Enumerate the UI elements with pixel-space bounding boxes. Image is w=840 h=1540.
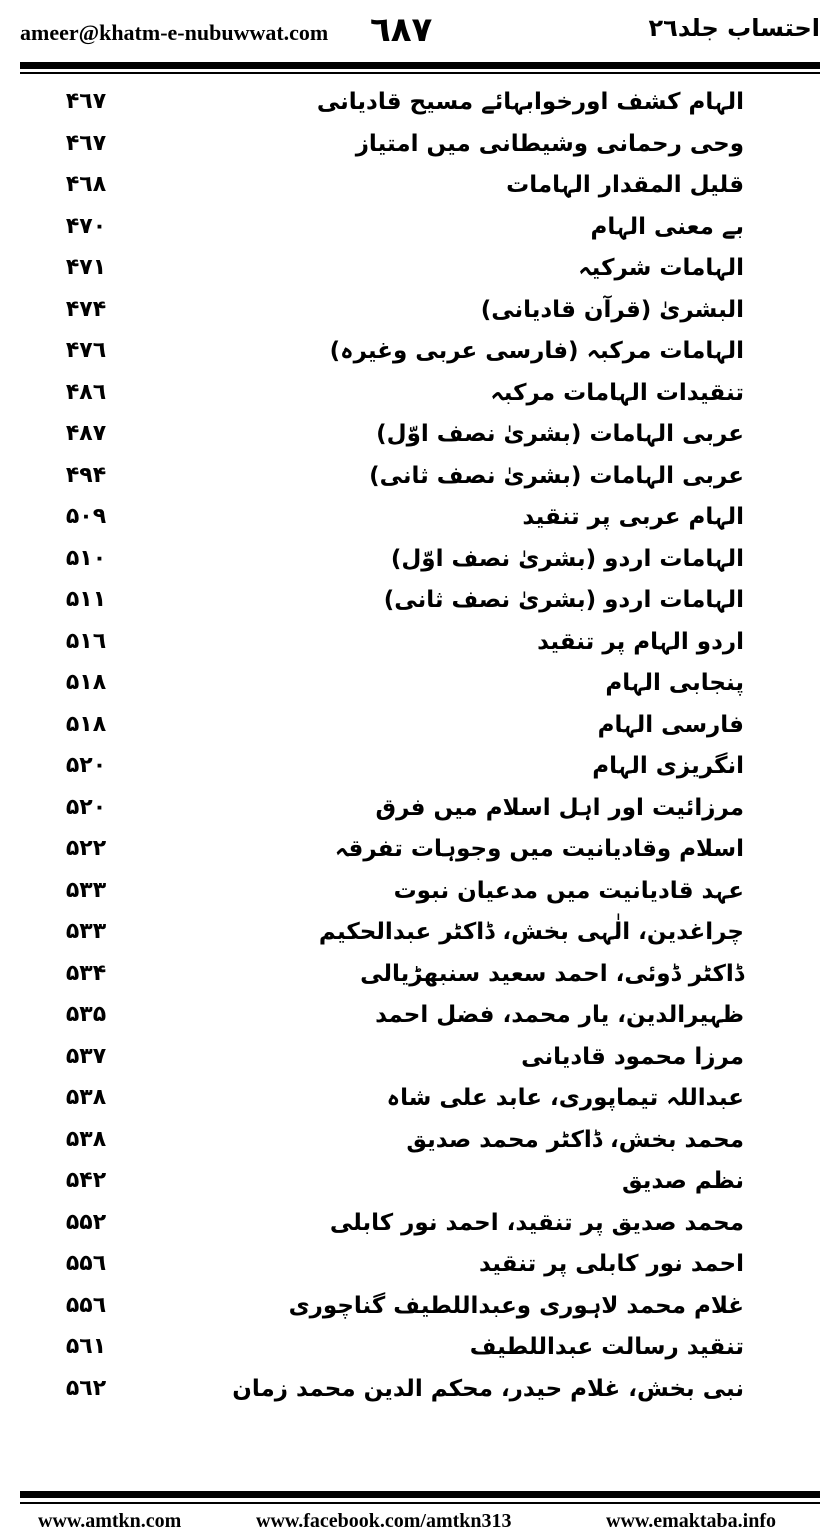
toc-entry-page: ۵٣٨ (65, 1126, 107, 1152)
toc-entry-page: ۴٦٨ (65, 172, 107, 197)
toc-entry-title: غلام محمد لاہوری وعبداللطیف گناچوری (288, 1292, 744, 1319)
header-volume-title: احتساب جلد٢٦ (648, 14, 820, 42)
toc-entry-page: ۴٧۴ (65, 296, 107, 322)
toc-entry-title: چراغدین، الٰہی بخش، ڈاکٹر عبدالحکیم (318, 919, 744, 945)
header-rule-thick (20, 62, 820, 69)
toc-entry-title: تنقیدات الہامات مرکبہ (490, 379, 744, 406)
toc-entry-page: ۴٧١ (65, 255, 107, 280)
toc-entry-page: ۵٦١ (65, 1334, 107, 1359)
footer-rule-thick (20, 1491, 820, 1498)
toc-row (0, 414, 840, 456)
toc-entry-page: ۵۴٢ (65, 1168, 107, 1193)
header-email: ameer@khatm-e-nubuwwat.com (20, 20, 329, 45)
toc-row (0, 788, 840, 830)
toc-entry-title: قلیل المقدار الہامات (506, 172, 744, 198)
toc-row (0, 207, 840, 249)
toc-entry-page: ۵۵٢ (65, 1209, 107, 1235)
toc-row (0, 1120, 840, 1162)
toc-entry-title: البشریٰ (قرآن قادیانی) (480, 296, 744, 323)
toc-row (0, 1327, 840, 1369)
toc-entry-title: الہام کشف اورخوابہائے مسیح قادیانی (316, 89, 744, 115)
toc-entry-page: ۵٠٩ (65, 504, 107, 529)
toc-row (0, 829, 840, 871)
toc-entry-page: ۴٨٧ (65, 421, 107, 446)
toc-row (0, 1078, 840, 1120)
toc-entry-title: الہامات مرکبہ (فارسی عربی وغیرہ) (329, 338, 744, 364)
toc-entry-title: مرزا محمود قادیانی (521, 1043, 744, 1070)
toc-entry-title: الہامات شرکیہ (578, 255, 744, 281)
toc-row (0, 124, 840, 166)
toc-row (0, 1244, 840, 1286)
header-rule-thin (20, 72, 820, 74)
toc-entry-page: ۵۵٦ (65, 1251, 107, 1276)
toc-row (0, 539, 840, 581)
toc-entry-title: احمد نور کابلی پر تنقید (479, 1251, 744, 1277)
toc-entry-title: عربی الہامات (بشریٰ نصف ثانی) (369, 462, 744, 489)
toc-entry-page: ۵٣۵ (65, 1002, 107, 1027)
toc-row (0, 1037, 840, 1079)
toc-entry-title: انگریزی الہام (592, 753, 744, 779)
toc-row (0, 82, 840, 124)
toc-row (0, 622, 840, 664)
toc-entry-title: پنجابی الہام (605, 670, 744, 696)
toc-entry-title: بے معنی الہام (590, 213, 744, 240)
toc-row (0, 290, 840, 332)
toc-entry-page: ۵٣٨ (65, 1085, 107, 1110)
toc-row (0, 995, 840, 1037)
toc-row (0, 1286, 840, 1328)
toc-entry-page: ۵١٨ (65, 670, 107, 695)
footer-rule-thin (20, 1502, 820, 1504)
toc-row (0, 373, 840, 415)
toc-entry-page: ۵٢٢ (65, 836, 107, 861)
toc-entry-page: ۴٦٧ (65, 89, 107, 114)
toc-entry-page: ۴٨٦ (65, 379, 107, 405)
toc-entry-page: ۵٣٣ (65, 877, 107, 903)
toc-entry-page: ۵١١ (65, 587, 107, 612)
toc-entry-title: اردو الہام پر تنقید (537, 628, 744, 655)
toc-entry-page: ۵٦٢ (65, 1375, 107, 1401)
toc-entry-title: مرزائیت اور اہل اسلام میں فرق (375, 794, 744, 821)
toc-entry-page: ۴٧٦ (65, 338, 107, 363)
toc-entry-page: ۵٢٠ (65, 794, 107, 820)
toc-entry-title: الہام عربی پر تنقید (522, 504, 744, 530)
toc-row (0, 663, 840, 705)
toc-entry-page: ۵۵٦ (65, 1292, 107, 1318)
toc-entry-page: ۵٣٣ (65, 919, 107, 944)
toc-entry-page: ۵١٦ (65, 628, 107, 654)
toc-entry-page: ۵٢٠ (65, 753, 107, 778)
toc-entry-title: نبی بخش، غلام حیدر، محکم الدین محمد زمان (232, 1375, 744, 1402)
toc-entry-title: عربی الہامات (بشریٰ نصف اوّل) (376, 421, 744, 447)
toc-entry-page: ۵٣٧ (65, 1043, 107, 1069)
toc-entry-title: ڈاکٹر ڈوئی، احمد سعید سنبھڑیالی (360, 960, 744, 987)
footer-link-amtkn[interactable]: www.amtkn.com (38, 1510, 182, 1532)
toc-row (0, 1369, 840, 1411)
toc-entry-title: الہامات اردو (بشریٰ نصف ثانی) (383, 587, 744, 613)
toc-entry-title: عہد قادیانیت میں مدعیان نبوت (393, 877, 744, 904)
toc-row (0, 331, 840, 373)
toc-row (0, 248, 840, 290)
toc-row (0, 1203, 840, 1245)
toc-entry-page: ۴٧٠ (65, 213, 107, 239)
table-of-contents (0, 82, 840, 1410)
toc-row (0, 497, 840, 539)
toc-entry-title: وحی رحمانی وشیطانی میں امتیاز (355, 130, 744, 157)
toc-entry-title: محمد صدیق پر تنقید، احمد نور کابلی (329, 1209, 744, 1236)
toc-entry-title: ظہیرالدین، یار محمد، فضل احمد (375, 1002, 744, 1028)
toc-row (0, 912, 840, 954)
footer-link-facebook[interactable]: www.facebook.com/amtkn313 (256, 1510, 512, 1532)
page-footer (0, 1510, 840, 1540)
toc-entry-title: تنقید رسالت عبداللطیف (469, 1334, 744, 1360)
toc-row (0, 746, 840, 788)
toc-row (0, 871, 840, 913)
page-header (0, 0, 840, 66)
toc-entry-title: الہامات اردو (بشریٰ نصف اوّل) (390, 545, 744, 572)
toc-entry-title: عبداللہ تیماپوری، عابد علی شاہ (386, 1085, 744, 1111)
header-page-number: ٦٨٧ (370, 10, 433, 50)
toc-entry-title: اسلام وقادیانیت میں وجوہات تفرقہ (334, 836, 744, 862)
toc-entry-page: ۵١٨ (65, 711, 107, 737)
toc-row (0, 1161, 840, 1203)
toc-entry-page: ۵٣۴ (65, 960, 107, 986)
toc-row (0, 165, 840, 207)
toc-row (0, 580, 840, 622)
toc-entry-page: ۴٦٧ (65, 130, 107, 156)
toc-entry-title: فارسی الہام (597, 711, 744, 738)
toc-row (0, 954, 840, 996)
footer-link-emaktaba[interactable]: www.emaktaba.info (606, 1510, 777, 1532)
toc-entry-page: ۵١٠ (65, 545, 107, 571)
toc-row (0, 456, 840, 498)
toc-entry-page: ۴٩۴ (65, 462, 107, 488)
toc-row (0, 705, 840, 747)
toc-entry-title: محمد بخش، ڈاکٹر محمد صدیق (406, 1126, 744, 1153)
toc-entry-title: نظم صدیق (622, 1168, 744, 1194)
